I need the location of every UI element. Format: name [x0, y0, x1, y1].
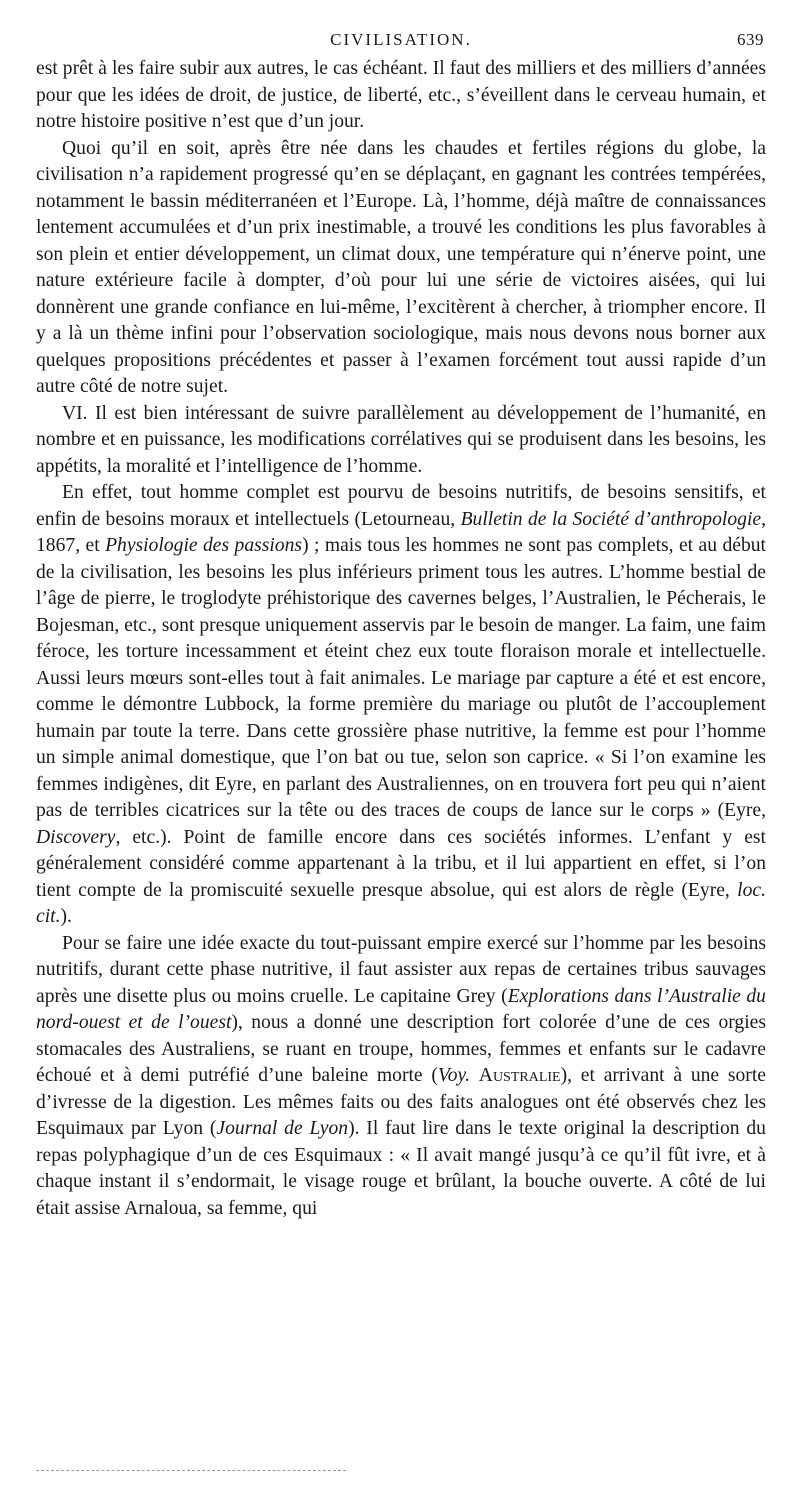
italic-run: Discovery	[36, 826, 116, 848]
body-text	[36, 56, 766, 1222]
text-run: Quoi qu’il en soit, après être née dans les chaudes et fertiles régions du globe, la civilisation n’a rapidement progressé qu’en se déplaçant, en gagnant les contrées tempérées, notamment le bassin méditerranéen et l’Europe. Là, l’homme, déjà maître de connaissances lentement accumulées et d’un prix inestimable, a trouvé les conditions les plus favorables à son plein et entier développement, un climat doux, une température qui n’énerve point, une nature extérieure facile à dompter, d’où pour lui une série de victoires aisées, qui lui donnèrent une grande confiance en lui-même, l’excitèrent à chercher, à triompher encore. Il y a là un thème infini pour l’observation sociologique, mais nous devons nous borner aux quelques propositions précédentes et passer à l’examen forcément tout aussi rapide d’un autre côté de notre sujet.	[36, 137, 766, 397]
text-run: ), nous a donné une description fort colorée d’une de ces orgies stomacales des Australiens, se ruant en troupe, hommes, femmes et enfants sur le cadavre échoué et à demi putréfié d’une baleine morte (	[36, 1012, 766, 1086]
running-title: CIVILISATION.	[330, 30, 472, 49]
text-run: , etc.). Point de famille encore dans ces sociétés informes. L’enfant y est généralement considéré comme appartenant à la tribu, et il lui appartient en effet, si l’on tient compte de la promiscuité sexuelle presque absolue, qui est alors de règle (Eyre,	[36, 826, 766, 901]
italic-run: Bulletin de la Société d’anthropologie	[460, 508, 762, 530]
running-header	[36, 22, 766, 56]
text-run: ), et arrivant à une sorte d’ivresse de la digestion. Les mêmes faits ou des faits analogues ont été observés chez les Esquimaux par Lyon (	[36, 1065, 766, 1139]
text-run: est prêt à les faire subir aux autres, le cas échéant. Il faut des milliers et des milliers d’années pour que les idées de droit, de justice, de liberté, etc., s’éveillent dans le cerveau humain, et notre histoire positive n’est que d’un jour.	[36, 58, 766, 132]
paragraph	[36, 931, 766, 1223]
italic-run: loc. cit.	[36, 879, 766, 927]
text-run: ).	[60, 906, 72, 927]
paragraph	[36, 401, 766, 481]
italic-run: Explorations dans l’Australie du nord-ouest et de l’ouest	[36, 985, 766, 1033]
paragraph	[36, 136, 766, 401]
small-caps-run: Australie	[478, 1065, 561, 1086]
italic-run: Journal de Lyon	[216, 1118, 349, 1139]
paragraph	[36, 480, 766, 931]
text-run: VI. Il est bien intéressant de suivre parallèlement au développement de l’humanité, en nombre et en puissance, les modifications corrélatives qui se produisent dans les besoins, les appétits, la moralité et l’intelligence de l’homme.	[36, 402, 766, 477]
text-run: ). Il faut lire dans le texte original la description du repas polyphagique d’un de ces Esquimaux : « Il avait mangé jusqu’à ce qu’il fût ivre, et à chaque instant il s’endormait, le visage rouge et brûlant, la bouche ouverte. A côté de lui était assise Arnaloua, sa femme, qui	[36, 1118, 766, 1219]
footer-rule	[36, 1470, 346, 1471]
text-run: En effet, tout homme complet est pourvu de besoins nutritifs, de besoins sensitifs, et enfin de besoins moraux et intellectuels (Letourneau,	[36, 482, 766, 530]
text-run: Pour se faire une idée exacte du tout-puissant empire exercé sur l’homme par les besoins nutritifs, durant cette phase nutritive, il faut assister aux repas de certaines tribus sauvages après une disette plus ou moins cruelle. Le capitaine Grey (	[36, 932, 766, 1007]
italic-run: Physiologie des passions	[105, 535, 303, 556]
paragraph	[36, 56, 766, 136]
text-run: ) ; mais tous les hommes ne sont pas complets, et au début de la civilisation, les besoins les plus inférieurs priment tous les autres. L’homme bestial de l’âge de pierre, le troglodyte préhistorique des cavernes belges, l’Australien, le Pécherais, le Bojesman, etc., sont presque uniquement asservis par le besoin de manger. La faim, une faim féroce, les torture incessamment et éteint chez eux toute floraison morale et intellectuelle. Aussi leurs mœurs sont-elles tout à fait animales. Le mariage par capture a été et est encore, comme le démontre Lubbock, la forme première du mariage ou plutôt de l’accouplement humain par toute la terre. Dans cette grossière phase nutritive, la femme est pour l’homme un simple animal domestique, que l’on bat ou tue, selon son caprice. « Si l’on examine les femmes indigènes, dit Eyre, en parlant des Australiennes, on en trouvera fort peu qui n’aient pas de terribles cicatrices sur la tête ou des traces de coups de lance sur le corps » (Eyre,	[36, 535, 766, 821]
book-page	[36, 22, 766, 1222]
text-run: , 1867, et	[36, 508, 766, 556]
italic-run: Voy.	[437, 1065, 471, 1086]
page-number: 639	[737, 30, 764, 49]
text-run	[470, 1065, 479, 1086]
